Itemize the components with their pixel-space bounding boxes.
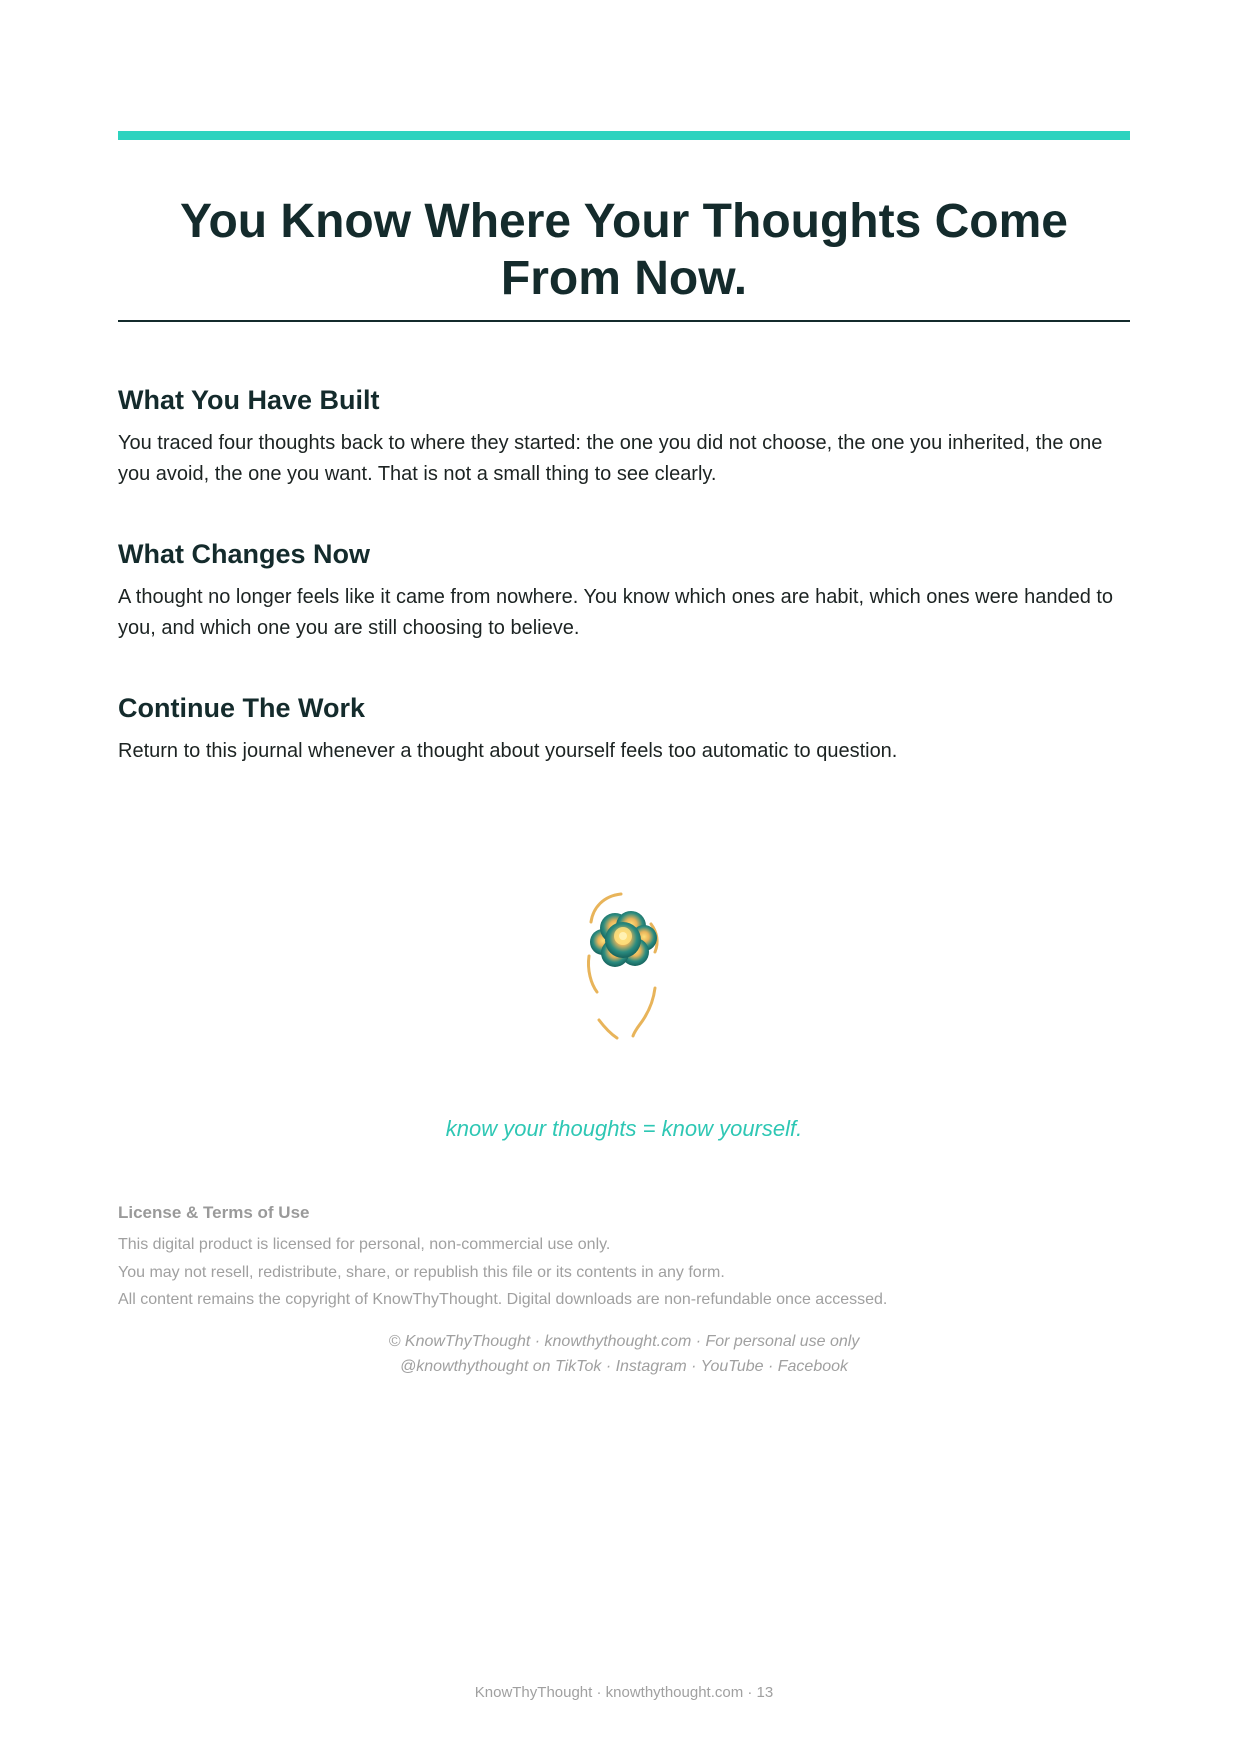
license-line: All content remains the copyright of KnowThyThought. Digital downloads are non-refundable once accessed. (118, 1291, 888, 1308)
section-heading-what-changes-now: What Changes Now (118, 539, 371, 569)
page-footer: KnowThyThought · knowthythought.com · 13 (474, 1684, 774, 1701)
title-underline-rule (118, 320, 1130, 322)
glowing-thought-cloud-in-head-icon (565, 890, 685, 1060)
section-body-continue-the-work: Return to this journal whenever a thought about yourself feels too automatic to question. (118, 740, 898, 762)
thought-emblem (565, 890, 685, 1060)
section-heading-continue-the-work: Continue The Work (118, 693, 365, 723)
section-body-what-you-have-built: You traced four thoughts back to where they started: the one you did not choose, the one you inherited, the one you avoid, the one you want. That is not a small thing to see clearly. (118, 432, 1103, 485)
section-heading-what-you-have-built: What You Have Built (118, 385, 380, 415)
copyright-credit: © KnowThyThought · knowthythought.com · For personal use only (388, 1333, 860, 1350)
license-line: You may not resell, redistribute, share, or republish this file or its contents in any form. (118, 1264, 725, 1281)
section-body-what-changes-now: A thought no longer feels like it came from nowhere. You know which ones are habit, which ones were handed to you, and which one you are still choosing to believe. (118, 586, 1114, 639)
license-line: This digital product is licensed for personal, non-commercial use only. (118, 1236, 611, 1253)
social-handles-credit: @knowthythought on TikTok · Instagram · YouTube · Facebook (399, 1358, 849, 1375)
top-accent-rule (118, 131, 1130, 140)
page-title: You Know Where Your Thoughts Come From Now. (180, 195, 1068, 305)
document-page (118, 0, 1130, 1754)
license-heading: License & Terms of Use (118, 1203, 310, 1222)
tagline: know your thoughts = know yourself. (445, 1116, 803, 1141)
